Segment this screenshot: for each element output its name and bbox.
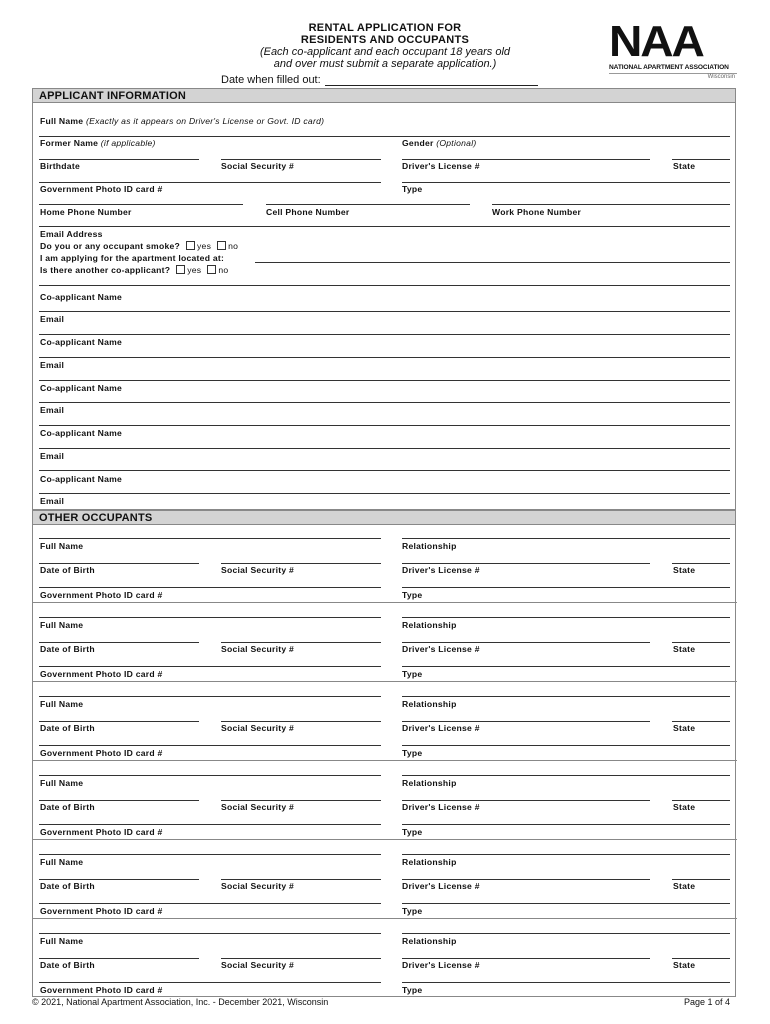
cell-phone-line[interactable] (266, 204, 470, 205)
other-occupants-section (32, 510, 736, 997)
coapplicant-no-label: no (218, 265, 229, 275)
occupant-ssn-label: Social Security # (221, 723, 295, 733)
work-phone-label: Work Phone Number (492, 207, 582, 217)
occupant-divider (33, 918, 737, 919)
photo-id-label: Government Photo ID card # (40, 184, 163, 194)
naa-logo (609, 17, 737, 80)
occupant-full-name-label: Full Name (40, 857, 84, 867)
occupant-state-line[interactable] (672, 800, 730, 801)
occupant-photo-id-label: Government Photo ID card # (40, 985, 163, 995)
occupant-state-line[interactable] (672, 958, 730, 959)
occupant-state-line[interactable] (672, 642, 730, 643)
gender-label: Gender (Optional) (402, 138, 477, 148)
page-header (0, 0, 770, 88)
occupant-photo-id-line[interactable] (39, 903, 381, 904)
full-name-line[interactable] (39, 136, 730, 137)
occupant-photo-id-line[interactable] (39, 982, 381, 983)
applicant-information-section (32, 88, 736, 510)
full-name-label: Full Name (Exactly as it appears on Driver's License or Govt. ID card) (40, 116, 325, 126)
email-line[interactable] (39, 226, 730, 227)
state-label: State (673, 161, 696, 171)
occupant-dob-label: Date of Birth (40, 565, 95, 575)
occupant-full-name-label: Full Name (40, 778, 84, 788)
occupant-type-label: Type (402, 827, 423, 837)
occupant-type-line[interactable] (402, 666, 730, 667)
coapplicant-no-checkbox[interactable] (207, 265, 216, 274)
form-title-line1: RENTAL APPLICATION FOR (308, 22, 462, 34)
occupant-full-name-line[interactable] (39, 538, 381, 539)
occupant-drivers-license-line[interactable] (402, 879, 650, 880)
coapplicant-name-line[interactable] (39, 448, 730, 449)
form-subtitle-line2: and over must submit a separate application.) (273, 58, 497, 70)
occupant-full-name-line[interactable] (39, 854, 381, 855)
occupant-full-name-line[interactable] (39, 775, 381, 776)
occupant-ssn-line[interactable] (221, 721, 381, 722)
occupant-relationship-label: Relationship (402, 778, 457, 788)
occupant-drivers-license-label: Driver's License # (402, 881, 480, 891)
occupant-drivers-license-label: Driver's License # (402, 802, 480, 812)
occupant-drivers-license-line[interactable] (402, 563, 650, 564)
occupant-relationship-label: Relationship (402, 936, 457, 946)
occupant-full-name-line[interactable] (39, 696, 381, 697)
smoke-question: Do you or any occupant smoke? yes no (40, 241, 239, 251)
occupant-photo-id-label: Government Photo ID card # (40, 669, 163, 679)
occupant-drivers-license-line[interactable] (402, 721, 650, 722)
coapplicant-name-label: Co-applicant Name (40, 292, 123, 302)
occupant-drivers-license-label: Driver's License # (402, 723, 480, 733)
occupant-state-label: State (673, 565, 696, 575)
occupant-ssn-label: Social Security # (221, 960, 295, 970)
occupant-state-label: State (673, 802, 696, 812)
coapplicant-name-line[interactable] (39, 357, 730, 358)
occupant-photo-id-label: Government Photo ID card # (40, 906, 163, 916)
occupant-divider (33, 681, 737, 682)
occupant-ssn-line[interactable] (221, 642, 381, 643)
coapplicant-email-line[interactable] (39, 334, 730, 335)
naa-logo-letters: NAA (609, 17, 703, 66)
coapplicant-email-line[interactable] (39, 470, 730, 471)
coapplicant-name-label: Co-applicant Name (40, 337, 123, 347)
coapplicant-email-label: Email (40, 405, 65, 415)
coapplicant-name-label: Co-applicant Name (40, 474, 123, 484)
coapplicant-email-line[interactable] (39, 380, 730, 381)
coapplicant-email-label: Email (40, 360, 65, 370)
smoke-no-checkbox[interactable] (217, 241, 226, 250)
date-filled-label: Date when filled out: (221, 74, 321, 86)
occupant-dob-label: Date of Birth (40, 644, 95, 654)
coapplicant-name-label: Co-applicant Name (40, 383, 123, 393)
occupant-state-line[interactable] (672, 879, 730, 880)
occupant-type-label: Type (402, 748, 423, 758)
occupant-ssn-line[interactable] (221, 800, 381, 801)
occupant-ssn-label: Social Security # (221, 802, 295, 812)
coapplicant-email-line[interactable] (39, 425, 730, 426)
type-label: Type (402, 184, 423, 194)
occupant-type-label: Type (402, 669, 423, 679)
occupant-drivers-license-label: Driver's License # (402, 644, 480, 654)
coapplicant-question-line[interactable] (39, 285, 730, 286)
drivers-license-label: Driver's License # (402, 161, 480, 171)
occupant-full-name-line[interactable] (39, 617, 381, 618)
occupant-ssn-label: Social Security # (221, 881, 295, 891)
occupant-drivers-license-label: Driver's License # (402, 960, 480, 970)
former-name-label: Former Name (if applicable) (40, 138, 156, 148)
coapplicant-email-label: Email (40, 314, 65, 324)
occupant-divider (33, 839, 737, 840)
naa-logo-name: NATIONAL APARTMENT ASSOCIATION (609, 64, 729, 71)
occupant-divider (33, 602, 737, 603)
occupant-relationship-line[interactable] (402, 933, 730, 934)
occupant-type-line[interactable] (402, 824, 730, 825)
occupant-state-label: State (673, 881, 696, 891)
occupant-ssn-label: Social Security # (221, 644, 295, 654)
date-filled-line[interactable] (325, 75, 538, 86)
gender-note: (Optional) (436, 138, 477, 148)
occupant-dob-line[interactable] (39, 879, 199, 880)
occupant-dob-line[interactable] (39, 800, 199, 801)
ssn-line[interactable] (221, 159, 381, 160)
other-occupants-heading: OTHER OCCUPANTS (33, 511, 735, 525)
occupant-ssn-line[interactable] (221, 958, 381, 959)
copyright-footer: © 2021, National Apartment Association, Inc. - December 2021, Wisconsin (32, 997, 329, 1007)
occupant-divider (33, 760, 737, 761)
applying-address-label: I am applying for the apartment located at: (40, 253, 225, 263)
birthdate-line[interactable] (39, 159, 199, 160)
occupant-dob-line[interactable] (39, 958, 199, 959)
occupant-photo-id-label: Government Photo ID card # (40, 827, 163, 837)
coapplicant-yes-label: yes (187, 265, 202, 275)
occupant-relationship-line[interactable] (402, 696, 730, 697)
occupant-relationship-line[interactable] (402, 854, 730, 855)
occupant-dob-label: Date of Birth (40, 723, 95, 733)
occupant-dob-label: Date of Birth (40, 881, 95, 891)
email-label: Email Address (40, 229, 103, 239)
occupant-drivers-license-line[interactable] (402, 958, 650, 959)
coapplicant-yes-checkbox[interactable] (176, 265, 185, 274)
occupant-relationship-label: Relationship (402, 620, 457, 630)
occupant-photo-id-line[interactable] (39, 666, 381, 667)
cell-phone-label: Cell Phone Number (266, 207, 350, 217)
occupant-dob-line[interactable] (39, 642, 199, 643)
occupant-state-label: State (673, 644, 696, 654)
former-name-note: (if applicable) (100, 138, 156, 148)
occupant-photo-id-line[interactable] (39, 745, 381, 746)
home-phone-line[interactable] (39, 204, 243, 205)
occupant-state-line[interactable] (672, 721, 730, 722)
coapplicant-email-label: Email (40, 451, 65, 461)
occupant-type-label: Type (402, 590, 423, 600)
occupant-type-line[interactable] (402, 745, 730, 746)
form-title-line2: RESIDENTS AND OCCUPANTS (300, 34, 470, 46)
occupant-dob-label: Date of Birth (40, 802, 95, 812)
occupant-state-line[interactable] (672, 563, 730, 564)
photo-id-line[interactable] (39, 182, 381, 183)
occupant-ssn-line[interactable] (221, 563, 381, 564)
coapplicant-name-line[interactable] (39, 311, 730, 312)
coapplicant-name-line[interactable] (39, 402, 730, 403)
full-name-note: (Exactly as it appears on Driver's License or Govt. ID card) (85, 116, 325, 126)
occupant-ssn-label: Social Security # (221, 565, 295, 575)
occupant-photo-id-label: Government Photo ID card # (40, 590, 163, 600)
occupant-full-name-label: Full Name (40, 699, 84, 709)
ssn-label: Social Security # (221, 161, 295, 171)
occupant-type-line[interactable] (402, 903, 730, 904)
occupant-drivers-license-label: Driver's License # (402, 565, 480, 575)
occupant-drivers-license-line[interactable] (402, 800, 650, 801)
smoke-yes-label: yes (197, 241, 212, 251)
occupant-state-label: State (673, 723, 696, 733)
state-line[interactable] (672, 159, 730, 160)
occupant-state-label: State (673, 960, 696, 970)
birthdate-label: Birthdate (40, 161, 80, 171)
applicant-information-heading: APPLICANT INFORMATION (33, 89, 735, 103)
coapplicant-name-line[interactable] (39, 493, 730, 494)
occupant-type-label: Type (402, 906, 423, 916)
smoke-yes-checkbox[interactable] (186, 241, 195, 250)
work-phone-line[interactable] (492, 204, 730, 205)
occupant-type-line[interactable] (402, 587, 730, 588)
smoke-no-label: no (228, 241, 239, 251)
occupant-dob-line[interactable] (39, 721, 199, 722)
occupant-relationship-label: Relationship (402, 699, 457, 709)
home-phone-label: Home Phone Number (40, 207, 132, 217)
occupant-relationship-line[interactable] (402, 775, 730, 776)
coapplicant-name-label: Co-applicant Name (40, 428, 123, 438)
occupant-photo-id-label: Government Photo ID card # (40, 748, 163, 758)
occupant-full-name-line[interactable] (39, 933, 381, 934)
occupant-type-line[interactable] (402, 982, 730, 983)
occupant-relationship-line[interactable] (402, 538, 730, 539)
occupant-photo-id-line[interactable] (39, 824, 381, 825)
occupant-type-label: Type (402, 985, 423, 995)
occupant-dob-label: Date of Birth (40, 960, 95, 970)
occupant-ssn-line[interactable] (221, 879, 381, 880)
type-line[interactable] (402, 182, 730, 183)
coapplicant-email-label: Email (40, 496, 65, 506)
occupant-relationship-label: Relationship (402, 857, 457, 867)
occupant-dob-line[interactable] (39, 563, 199, 564)
coapplicant-question: Is there another co-applicant? yes no (40, 265, 229, 275)
occupant-full-name-label: Full Name (40, 620, 84, 630)
occupant-relationship-label: Relationship (402, 541, 457, 551)
occupant-photo-id-line[interactable] (39, 587, 381, 588)
occupant-full-name-label: Full Name (40, 541, 84, 551)
applying-address-line[interactable] (255, 262, 730, 263)
occupant-relationship-line[interactable] (402, 617, 730, 618)
date-filled-field[interactable] (221, 74, 538, 86)
form-subtitle-line1: (Each co-applicant and each occupant 18 years old (259, 46, 511, 58)
naa-logo-tag: Wisconsin (609, 73, 737, 81)
drivers-license-line[interactable] (402, 159, 650, 160)
page-number: Page 1 of 4 (684, 997, 731, 1007)
occupant-full-name-label: Full Name (40, 936, 84, 946)
occupant-drivers-license-line[interactable] (402, 642, 650, 643)
